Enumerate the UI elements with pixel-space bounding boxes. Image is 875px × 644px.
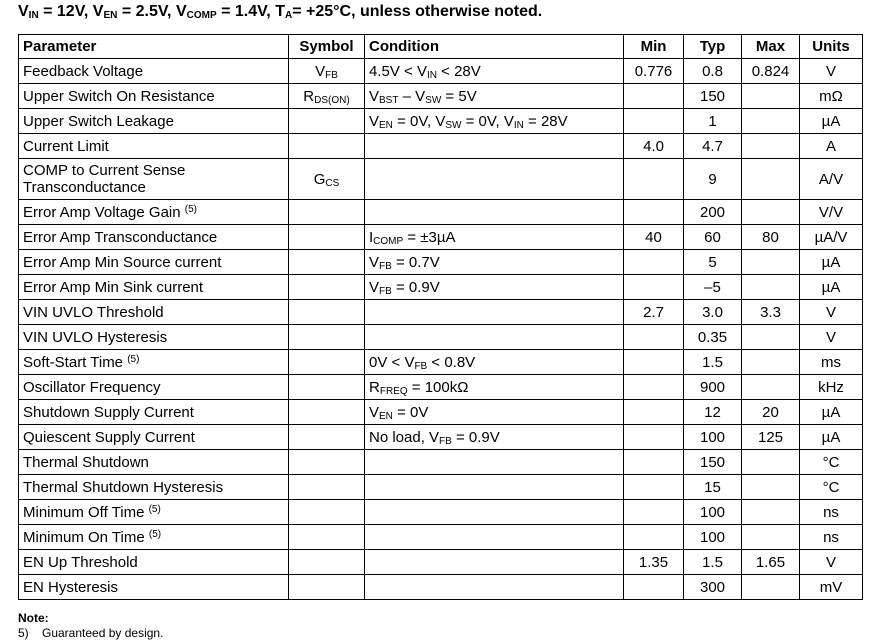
cell-typ: 5 [684, 250, 742, 275]
header-min: Min [624, 35, 684, 59]
cell-max [742, 375, 800, 400]
cell-parameter: Minimum Off Time $^{(5)}$ [19, 500, 289, 525]
footnote-ref: (5) [127, 353, 140, 365]
test-conditions-header: $V_{IN} = 12V$, $V_{EN} = 2.5V$, $V_{COMP} = 1.4V$, $T_A= +25^\circ C$, unless otherwise noted. [18, 3, 543, 21]
table-row [19, 550, 863, 575]
cell-min [624, 500, 684, 525]
cell-parameter: Thermal Shutdown Hysteresis [19, 475, 289, 500]
cell-condition [365, 450, 624, 475]
footnote-ref: (5) [148, 503, 161, 515]
cell-symbol [289, 375, 365, 400]
cell-typ: 60 [684, 225, 742, 250]
cell-units: kHz [800, 375, 863, 400]
cell-min [624, 575, 684, 600]
cell-typ: 1 [684, 109, 742, 134]
cell-condition: $V_{BST} - V_{SW} = 5V$ [365, 84, 624, 109]
cell-max: 20 [742, 400, 800, 425]
cell-parameter: EN Up Threshold [19, 550, 289, 575]
table-row [19, 250, 863, 275]
cell-symbol [289, 350, 365, 375]
cell-condition [365, 525, 624, 550]
cell-typ: 12 [684, 400, 742, 425]
cell-parameter: VIN UVLO Threshold [19, 300, 289, 325]
cell-units: V [800, 550, 863, 575]
note-label: Note: [18, 611, 49, 625]
cell-max [742, 84, 800, 109]
cell-condition: $V_{EN} = 0V$, $V_{SW} = 0V$, $V_{IN} = 28V$ [365, 109, 624, 134]
cell-parameter: Error Amp Voltage Gain $^{(5)}$ [19, 200, 289, 225]
table-row [19, 275, 863, 300]
cell-typ: 100 [684, 525, 742, 550]
cell-parameter: Upper Switch Leakage [19, 109, 289, 134]
cell-units: °C [800, 475, 863, 500]
cell-symbol [289, 325, 365, 350]
cell-parameter: Current Limit [19, 134, 289, 159]
cell-min [624, 200, 684, 225]
cell-typ: 15 [684, 475, 742, 500]
cell-min [624, 450, 684, 475]
cell-typ: 200 [684, 200, 742, 225]
cell-parameter: Minimum On Time $^{(5)}$ [19, 525, 289, 550]
cell-symbol [289, 475, 365, 500]
cell-min: 4.0 [624, 134, 684, 159]
cell-units: µA [800, 400, 863, 425]
cell-max [742, 159, 800, 200]
table-row [19, 375, 863, 400]
footnote-ref: (5) [184, 203, 197, 215]
cell-symbol [289, 500, 365, 525]
cell-symbol [289, 550, 365, 575]
cell-typ: 100 [684, 500, 742, 525]
cell-condition [365, 550, 624, 575]
cell-typ: 100 [684, 425, 742, 450]
cell-symbol [289, 400, 365, 425]
cell-units: µA [800, 425, 863, 450]
cell-condition: $R_{FREQ} = 100k\Omega$ [365, 375, 624, 400]
cell-units: µA [800, 250, 863, 275]
cell-typ: 300 [684, 575, 742, 600]
cell-max: 1.65 [742, 550, 800, 575]
cell-typ: 3.0 [684, 300, 742, 325]
cell-units: V [800, 300, 863, 325]
cell-symbol [289, 275, 365, 300]
header-condition: Condition [365, 35, 624, 59]
cell-parameter: Error Amp Transconductance [19, 225, 289, 250]
cell-condition: $V_{FB} = 0.7V$ [365, 250, 624, 275]
cell-condition [365, 575, 624, 600]
cell-units: mV [800, 575, 863, 600]
cell-parameter: Soft-Start Time $^{(5)}$ [19, 350, 289, 375]
cell-symbol [289, 109, 365, 134]
cell-parameter: Feedback Voltage [19, 59, 289, 84]
table-row [19, 200, 863, 225]
cell-parameter: VIN UVLO Hysteresis [19, 325, 289, 350]
cell-units: ms [800, 350, 863, 375]
cell-units: ns [800, 500, 863, 525]
table-row [19, 500, 863, 525]
cell-min [624, 350, 684, 375]
table-row [19, 134, 863, 159]
cell-typ: 1.5 [684, 350, 742, 375]
note-text: Guaranteed by design. [42, 626, 164, 640]
header-max: Max [742, 35, 800, 59]
table-row [19, 525, 863, 550]
cell-symbol [289, 134, 365, 159]
cell-max [742, 200, 800, 225]
cell-parameter: Oscillator Frequency [19, 375, 289, 400]
cell-max [742, 134, 800, 159]
cell-min: 40 [624, 225, 684, 250]
cell-condition: $V_{EN} = 0V$ [365, 400, 624, 425]
cell-units: A/V [800, 159, 863, 200]
cell-max [742, 575, 800, 600]
cell-max [742, 500, 800, 525]
cell-max: 3.3 [742, 300, 800, 325]
cell-typ: 150 [684, 450, 742, 475]
cell-typ: 0.35 [684, 325, 742, 350]
cell-parameter: Upper Switch On Resistance [19, 84, 289, 109]
cell-symbol: $R_{DS(ON)}$ [289, 84, 365, 109]
cell-typ: 150 [684, 84, 742, 109]
cell-min [624, 325, 684, 350]
table-row [19, 300, 863, 325]
cell-min: 0.776 [624, 59, 684, 84]
cell-condition: $4.5V < V_{IN} < 28V$ [365, 59, 624, 84]
cell-units: V [800, 59, 863, 84]
cell-min: 1.35 [624, 550, 684, 575]
cell-parameter: Error Amp Min Sink current [19, 275, 289, 300]
table-row [19, 575, 863, 600]
table-row [19, 475, 863, 500]
cell-max: 125 [742, 425, 800, 450]
cell-min [624, 159, 684, 200]
header-parameter: Parameter [19, 35, 289, 59]
cell-symbol [289, 425, 365, 450]
cell-symbol [289, 225, 365, 250]
cell-symbol [289, 525, 365, 550]
cell-units: ns [800, 525, 863, 550]
cell-max [742, 350, 800, 375]
cell-condition [365, 134, 624, 159]
cell-symbol [289, 250, 365, 275]
cell-max [742, 450, 800, 475]
table-row [19, 225, 863, 250]
cell-condition: $I_{COMP} = \pm 3\mu A$ [365, 225, 624, 250]
table-row [19, 84, 863, 109]
cell-condition: No load, $V_{FB} = 0.9V$ [365, 425, 624, 450]
note-item [18, 626, 163, 640]
note-number: 5) [18, 626, 29, 640]
cell-symbol [289, 450, 365, 475]
cell-symbol [289, 200, 365, 225]
cell-max [742, 475, 800, 500]
cell-symbol: $V_{FB}$ [289, 59, 365, 84]
cell-max [742, 325, 800, 350]
cell-units: µA/V [800, 225, 863, 250]
cell-condition [365, 475, 624, 500]
cell-units: A [800, 134, 863, 159]
cell-min [624, 84, 684, 109]
cell-condition [365, 300, 624, 325]
header-typ: Typ [684, 35, 742, 59]
cell-min [624, 525, 684, 550]
header-units: Units [800, 35, 863, 59]
table-row [19, 59, 863, 84]
cell-max [742, 109, 800, 134]
table-body [19, 59, 863, 600]
table-row [19, 400, 863, 425]
cell-units: µA [800, 109, 863, 134]
footnote-ref: (5) [148, 528, 162, 540]
cell-parameter: Quiescent Supply Current [19, 425, 289, 450]
cell-min [624, 475, 684, 500]
cell-min [624, 275, 684, 300]
cell-units: mΩ [800, 84, 863, 109]
table-row [19, 325, 863, 350]
cell-typ: 900 [684, 375, 742, 400]
table-row [19, 450, 863, 475]
cell-units: µA [800, 275, 863, 300]
table-row [19, 350, 863, 375]
cell-typ: 0.8 [684, 59, 742, 84]
cell-parameter: Shutdown Supply Current [19, 400, 289, 425]
cell-max: 80 [742, 225, 800, 250]
cell-parameter: EN Hysteresis [19, 575, 289, 600]
cell-typ: –5 [684, 275, 742, 300]
cell-condition: $V_{FB} = 0.9V$ [365, 275, 624, 300]
cell-condition [365, 200, 624, 225]
cell-symbol [289, 300, 365, 325]
cell-min [624, 375, 684, 400]
cell-parameter: COMP to Current Sense Transconductance [19, 159, 289, 200]
cell-max [742, 250, 800, 275]
cell-min [624, 109, 684, 134]
cell-min: 2.7 [624, 300, 684, 325]
cell-max [742, 275, 800, 300]
cell-condition: $0V < V_{FB} < 0.8V$ [365, 350, 624, 375]
table-row [19, 109, 863, 134]
cell-units: V/V [800, 200, 863, 225]
table-row [19, 159, 863, 200]
cell-units: °C [800, 450, 863, 475]
cell-symbol: $G_{CS}$ [289, 159, 365, 200]
table-header-row [19, 35, 863, 59]
cell-min [624, 425, 684, 450]
electrical-characteristics-table [18, 34, 863, 600]
cell-condition [365, 325, 624, 350]
cell-typ: 1.5 [684, 550, 742, 575]
cell-typ: 4.7 [684, 134, 742, 159]
cell-parameter: Thermal Shutdown [19, 450, 289, 475]
cell-units: V [800, 325, 863, 350]
cell-typ: 9 [684, 159, 742, 200]
header-symbol: Symbol [289, 35, 365, 59]
cell-symbol [289, 575, 365, 600]
cell-min [624, 250, 684, 275]
cell-max: 0.824 [742, 59, 800, 84]
cell-min [624, 400, 684, 425]
cell-parameter: Error Amp Min Source current [19, 250, 289, 275]
cell-max [742, 525, 800, 550]
cell-condition [365, 500, 624, 525]
table-row [19, 425, 863, 450]
cell-condition [365, 159, 624, 200]
